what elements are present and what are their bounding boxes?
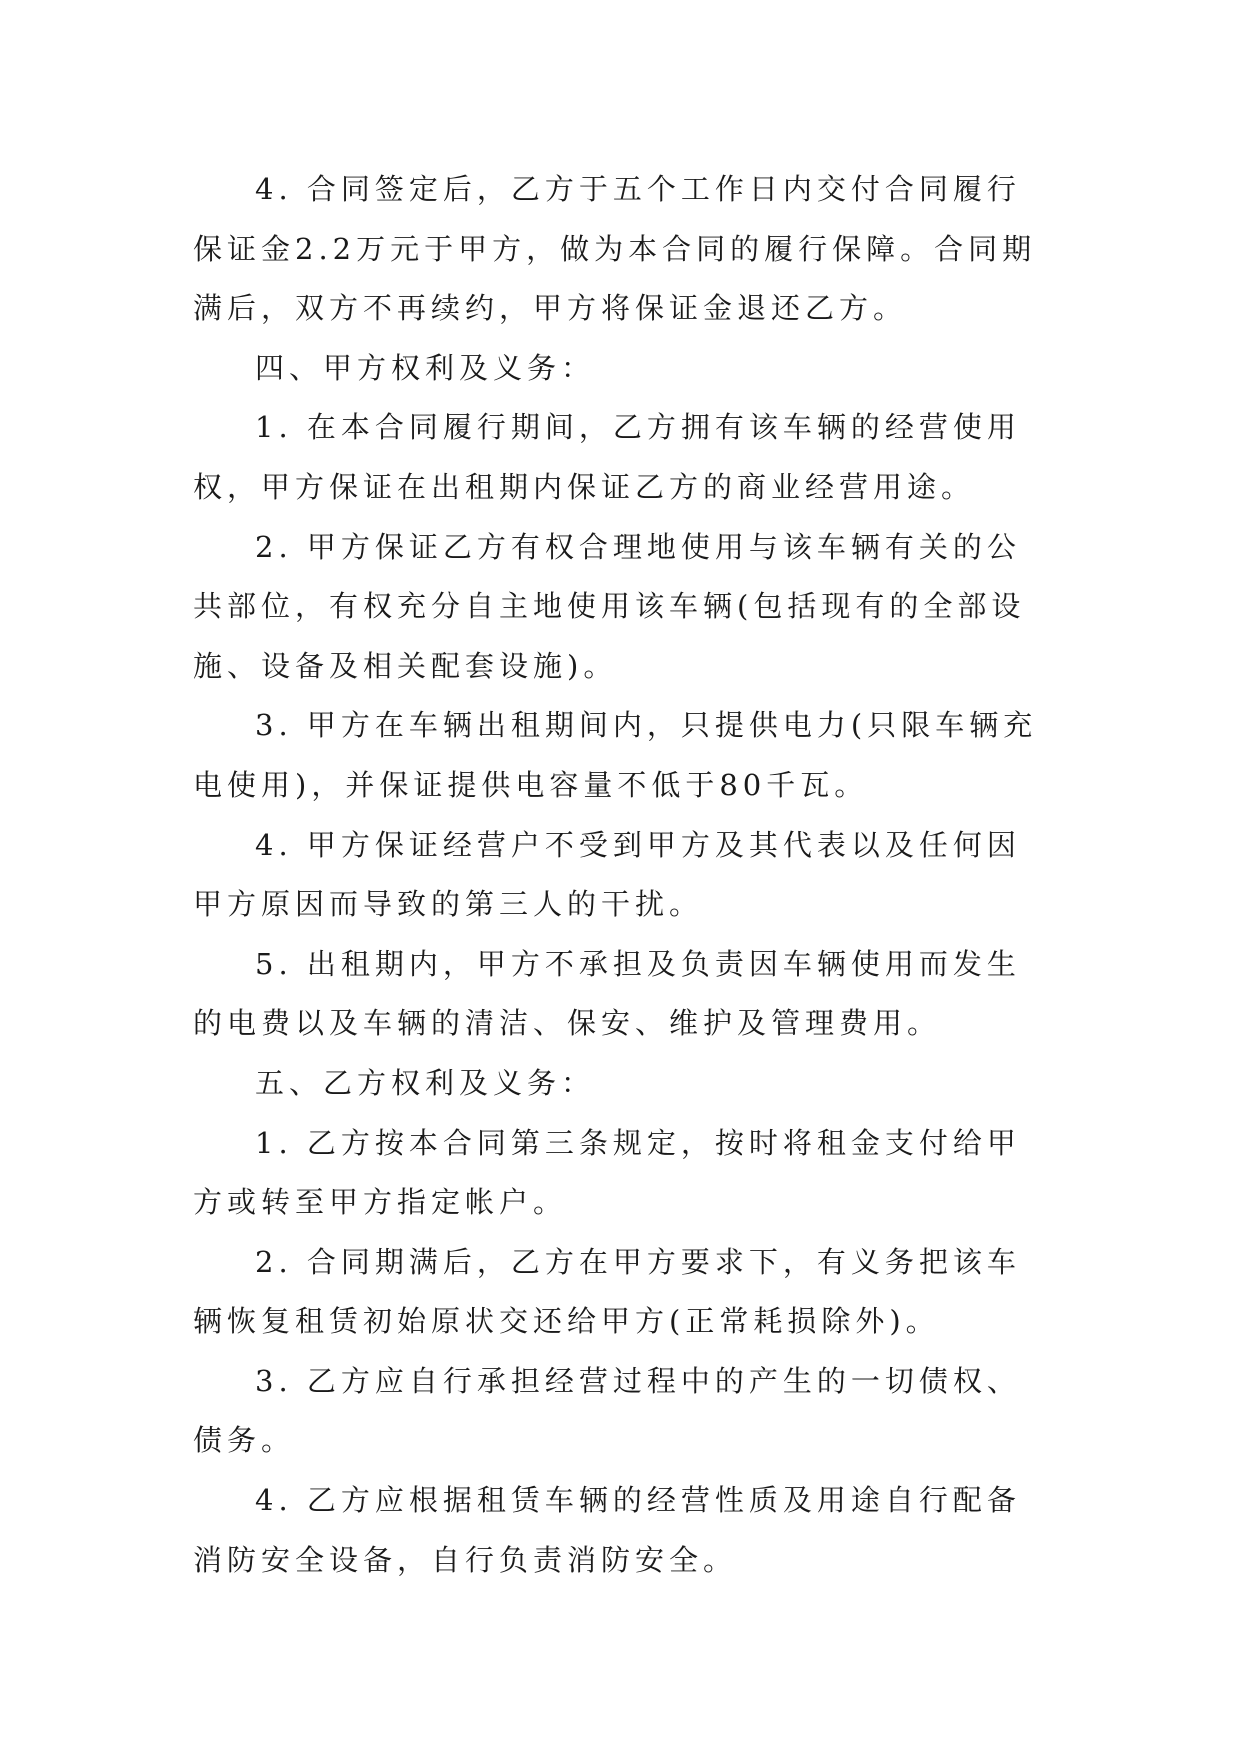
paragraph-clause-5-1: 1. 乙方按本合同第三条规定，按时将租金支付给甲方或转至甲方指定帐户。	[193, 1125, 1021, 1220]
section-heading-5: 五、乙方权利及义务：	[255, 1065, 596, 1100]
paragraph-clause-4-3: 3. 甲方在车辆出租期间内，只提供电力(只限车辆充电使用)，并保证提供电容量不低于80千瓦。	[193, 708, 1038, 802]
document-body	[193, 160, 1053, 1590]
paragraph-clause-5-4: 4. 乙方应根据租赁车辆的经营性质及用途自行配备消防安全设备，自行负责消防安全。	[193, 1483, 1021, 1577]
paragraph-clause-4-5: 5. 出租期内，甲方不承担及负责因车辆使用而发生的电费以及车辆的清洁、保安、维护及管理费用。	[193, 946, 1021, 1041]
paragraph-clause-4-2: 2. 甲方保证乙方有权合理地使用与该车辆有关的公共部位，有权充分自主地使用该车辆(包括现有的全部设施、设备及相关配套设施)。	[193, 529, 1026, 683]
paragraph-clause-5-2: 2. 合同期满后，乙方在甲方要求下，有义务把该车辆恢复租赁初始原状交还给甲方(正常耗损除外)。	[193, 1244, 1021, 1339]
paragraph-clause-5-3: 3. 乙方应自行承担经营过程中的产生的一切债权、债务。	[193, 1363, 1021, 1458]
paragraph-clause-4-4: 4. 甲方保证经营户不受到甲方及其代表以及任何因甲方原因而导致的第三人的干扰。	[193, 827, 1021, 922]
paragraph-clause-4-1: 1. 在本合同履行期间，乙方拥有该车辆的经营使用权，甲方保证在出租期内保证乙方的商业经营用途。	[193, 410, 1021, 504]
section-heading-4: 四、甲方权利及义务：	[255, 350, 596, 385]
paragraph-clause-3-4: 4. 合同签定后，乙方于五个工作日内交付合同履行保证金2.2万元于甲方，做为本合同的履行保障。合同期满后，双方不再续约，甲方将保证金退还乙方。	[193, 172, 1037, 326]
